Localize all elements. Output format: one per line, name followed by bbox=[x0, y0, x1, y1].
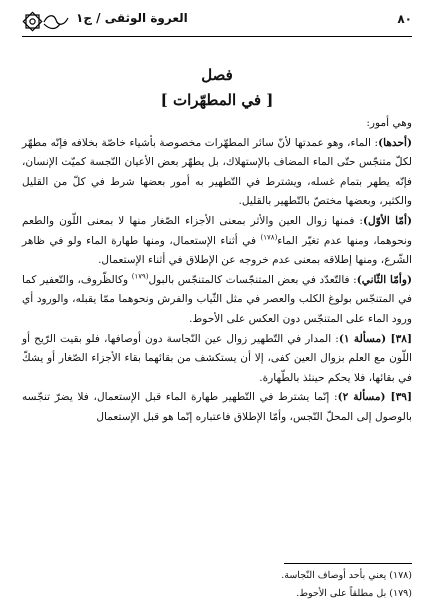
footnote-179: (١٧٩) بل مطلقاً على الأحوط. bbox=[296, 588, 412, 599]
paragraph-4-label: [٣٨] (مسألة ١) bbox=[338, 332, 412, 345]
paragraph-3 bbox=[22, 271, 412, 330]
footnote-ref-179[interactable]: (١٧٩) bbox=[131, 272, 149, 281]
paragraph-2-text-b: في أثناء الإستعمال، ومنها طهارة الماء ولو في ظاهر الشّرع، ومنها إطلاقه بمعنى عدم خروجه عن الإطلاق في أثناء الإستعمال. bbox=[22, 234, 412, 267]
paragraph-2-text-a: : فمنها زوال العين والأثر بمعنى الأجزاء الصّغار منها لا بمعنى اللّون والطعم ونحوهما، ومنها عدم تغيّر الماء bbox=[22, 214, 412, 247]
paragraph-3-text-a: : فالتّعدّد في بعض المتنجّسات كالمتنجّس بالبول bbox=[148, 273, 357, 286]
section-subtitle: [ في المطهّرات ] bbox=[160, 91, 274, 109]
book-title: العروة الوثقى / ج١ bbox=[76, 11, 188, 25]
page-header bbox=[22, 10, 412, 34]
paragraph-2 bbox=[22, 212, 412, 271]
ornament-icon bbox=[22, 10, 72, 34]
paragraph-4-text: : المدار في التّطهير زوال عين النّجاسة دون أوصافها، فلو بقيت الرّيح أو اللّون مع العلم بزوال العين كفى، إلا أن يستكشف من بقائهما بقاء الأجزاء الصّغار أو يشكّ في بقائها، فلا يحكم حينئذ بالطّهارة. bbox=[22, 332, 412, 384]
body-text bbox=[22, 114, 412, 428]
footnote-178: (١٧٨) يعني بأحد أوصاف النّجاسة. bbox=[281, 570, 412, 581]
footnote-ref-178[interactable]: (١٧٨) bbox=[260, 233, 278, 242]
paragraph-1-label: (أحدها) bbox=[378, 136, 412, 149]
paragraph-3-text-b: وكالظّروف، والتّعفير كما في المتنجّس بولوغ الكلب والعصر في مثل الثّياب والفرش ونحوهما ممّا يقبله، والورود أي ورود الماء على المتنجّس دون العكس على الأحوط. bbox=[22, 273, 412, 325]
paragraph-1-text: : الماء، وهو عمدتها لأنّ سائر المطهّرات مخصوصة بأشياء خاصّة بخلافه فإنّه مطهّر لكلّ متنجّس حتّى الماء المضاف بالإستهلاك، بل يطهّر بعض الأعيان النّجسة كميّت الإنسان، فإنّه يطهر بتمام غسله، ويشترط في التّطهير به أمور بعضها شرط في كلّ من القليل والكثير، وبعضها مختصّ بالتّطهير بالقليل. bbox=[22, 136, 412, 208]
page-number: ٨٠ bbox=[397, 12, 412, 26]
header-rule bbox=[22, 36, 412, 37]
footnotes bbox=[22, 567, 412, 603]
intro-line: وهي أمور: bbox=[366, 117, 412, 129]
paragraph-5-text: : إنّما يشترط في التّطهير طهارة الماء قبل الإستعمال، فلا يضرّ تنجّسه بالوصول إلى المحلّ النّجس، وأمّا الإطلاق فاعتباره إنّما هو قبل الإستعمال bbox=[22, 391, 412, 423]
paragraph-1 bbox=[22, 134, 412, 212]
footnote-rule bbox=[284, 563, 412, 564]
paragraph-5-label: [٣٩] (مسألة ٢) bbox=[337, 391, 412, 404]
paragraph-5 bbox=[22, 388, 412, 427]
paragraph-3-label: (وأمّا الثّاني) bbox=[356, 273, 412, 286]
section-title: فصل bbox=[201, 66, 233, 84]
paragraph-2-label: (أمّا الأوّل) bbox=[363, 214, 412, 227]
paragraph-4 bbox=[22, 330, 412, 389]
